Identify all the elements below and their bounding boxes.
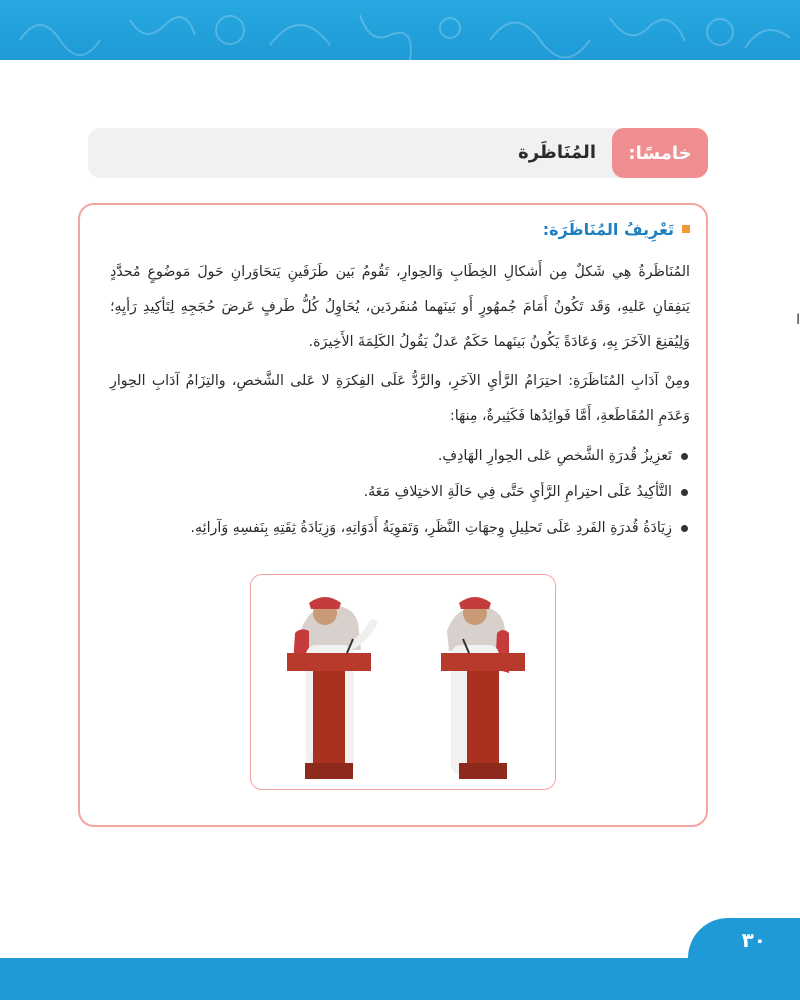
definition-heading-text: تَعْرِيفُ المُنَاظَرَة: — [542, 219, 674, 239]
debaters-at-podiums-image — [251, 575, 555, 789]
bullet-dot-icon — [681, 489, 688, 496]
section-header — [88, 128, 708, 178]
definition-paragraph: المُنَاظَرةُ هِي شَكلٌ مِن أَشكالِ الخِطَابِ وَالحِوارِ، تَقُومُ بَين طَرَفَينِ يَتحَاوَرانِ حَولَ مَوضُوعٍ مُحدَّدٍ يَتفِقانِ عَليهِ، وَقَد تَكُونُ أَمَامَ جُمهُورٍ أَو بَينَهما مُنفَردَين، يُحَاوِلُ كُلُّ طَرفٍ عَرضَ حُجَجِهِ لِتَأكِيدِ رَأيِهِ؛ وَلِيُقنِعَ الآخَرَ بِهِ، وَعَادَةً يَكُونُ بَينَهما حَكَمٌ عَدلٌ يَقُولُ الكَلِمَةَ الأَخِيرَة. — [110, 264, 690, 350]
etiquette-paragraph: ومِنْ آدَابِ المُنَاظَرَةِ: احتِرَامُ الرَّأيِ الآخَرِ، والرَّدُّ عَلَى الفِكرَةِ لا عَلى الشَّخصِ، والتِزَامُ آدَابِ الحِوارِ وَعَدَمِ المُقَاطَعةِ، أَمَّا فَوائِدُها فَكَثِيرةٌ، مِنهَا: — [110, 373, 690, 424]
section-label: خامسًا: — [628, 142, 692, 164]
list-item: زِيَادَةُ قُدرَةِ الفَردِ عَلَى تَحلِيلِ وِجهَاتِ النَّظَرِ، وَتَقوِيَةُ أَدَوَاتِهِ، وَزِيَادَةُ ثِقَتِهِ بِنَفسِهِ وَآرائِهِ. — [110, 510, 690, 546]
debate-illustration — [250, 574, 556, 790]
section-title: المُنَاظَرة — [518, 142, 596, 163]
bullet-dot-icon — [681, 525, 688, 532]
bottom-banner — [0, 958, 800, 1000]
benefits-list — [110, 438, 690, 546]
calligraphy-pattern — [0, 0, 800, 60]
square-bullet-icon — [682, 225, 690, 233]
bullet-dot-icon — [681, 453, 688, 460]
section-label-pill — [612, 128, 708, 178]
top-banner — [0, 0, 800, 60]
left-podium — [287, 639, 371, 779]
definition-heading — [110, 215, 690, 243]
list-item: تَعزِيزُ قُدرَةِ الشَّخصِ عَلى الحِوارِ الهَادِفِ. — [110, 438, 690, 474]
page-number: ٣٠ — [741, 928, 766, 952]
list-item: التَّأكِيدُ عَلَى احتِرامِ الرَّأيِ حَتَّى فِي حَالَةِ الاختِلافِ مَعَهُ. — [110, 474, 690, 510]
definition-section — [110, 215, 690, 546]
side-mark: ا — [796, 312, 800, 328]
